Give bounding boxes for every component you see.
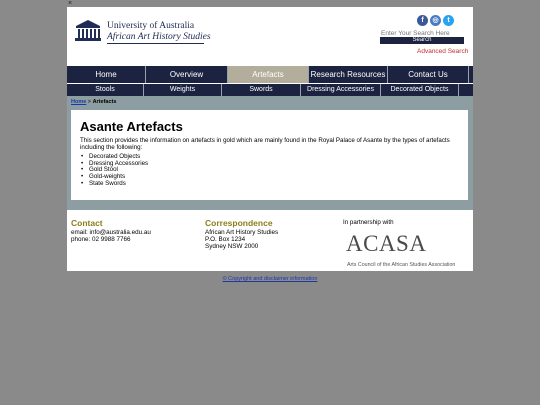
nav-contact-us[interactable]: Contact Us (388, 66, 469, 83)
acasa-logo[interactable]: ACASA (346, 231, 427, 256)
list-item: • Gold Stool (81, 167, 148, 174)
intro-text: This section provides the information on artefacts in gold which are mainly found in the Royal Palace of Asante by the types of artefacts including the following: (80, 137, 450, 151)
subnav-swords[interactable]: Swords (222, 84, 301, 96)
partnership-label: In partnership with (343, 219, 394, 226)
logo-divider (107, 43, 204, 44)
copyright-link[interactable]: © Copyright and disclaimer information (222, 276, 318, 282)
contact-heading: Contact (71, 218, 103, 228)
sub-nav (67, 83, 473, 96)
list-item: • Decorated Objects (81, 154, 148, 161)
breadcrumb-separator: > (86, 99, 93, 105)
correspondence-line-2: P.O. Box 1234 (205, 236, 246, 243)
page-title: Asante Artefacts (80, 119, 183, 134)
contact-email[interactable]: email: info@australia.edu.au (71, 229, 151, 236)
list-item: • State Swords (81, 181, 148, 188)
building-logo-icon[interactable] (75, 20, 101, 41)
advanced-search-link[interactable]: Advanced Search (417, 48, 469, 55)
site-footer (67, 210, 473, 271)
artefact-type-list (81, 154, 148, 188)
main-nav (67, 65, 473, 83)
subnav-stools[interactable]: Stools (67, 84, 144, 96)
acasa-full-name: Arts Council of the African Studies Association (347, 262, 456, 268)
site-header (67, 7, 473, 65)
subnav-dressing-accessories[interactable]: Dressing Accessories (301, 84, 381, 96)
breadcrumb (71, 99, 116, 105)
article-panel (71, 110, 468, 200)
nav-home[interactable]: Home (67, 66, 146, 83)
page-container (67, 7, 473, 271)
content-area (67, 96, 473, 210)
logo-department-name[interactable]: African Art History Studies (107, 32, 211, 42)
facebook-icon[interactable]: f (417, 15, 428, 26)
correspondence-line-1: African Art History Studies (205, 229, 279, 236)
correspondence-line-3: Sydney NSW 2000 (205, 243, 259, 250)
close-icon[interactable]: × (68, 0, 73, 7)
subnav-weights[interactable]: Weights (144, 84, 222, 96)
search-button[interactable]: Search (380, 37, 464, 44)
logo-university-name[interactable]: University of Australia (107, 21, 195, 31)
breadcrumb-current: Artefacts (92, 99, 117, 105)
subnav-decorated-objects[interactable]: Decorated Objects (381, 84, 459, 96)
list-item: • Dressing Accessories (81, 161, 148, 168)
list-item: • Gold-weights (81, 174, 148, 181)
nav-artefacts[interactable]: Artefacts (228, 66, 309, 83)
twitter-icon[interactable]: t (443, 15, 454, 26)
correspondence-heading: Correspondence (205, 218, 273, 228)
nav-overview[interactable]: Overview (146, 66, 228, 83)
contact-phone: phone: 02 9988 7766 (71, 236, 131, 243)
instagram-icon[interactable]: ◎ (430, 15, 441, 26)
nav-research-resources[interactable]: Research Resources (309, 66, 388, 83)
breadcrumb-home-link[interactable]: Home (71, 99, 87, 105)
